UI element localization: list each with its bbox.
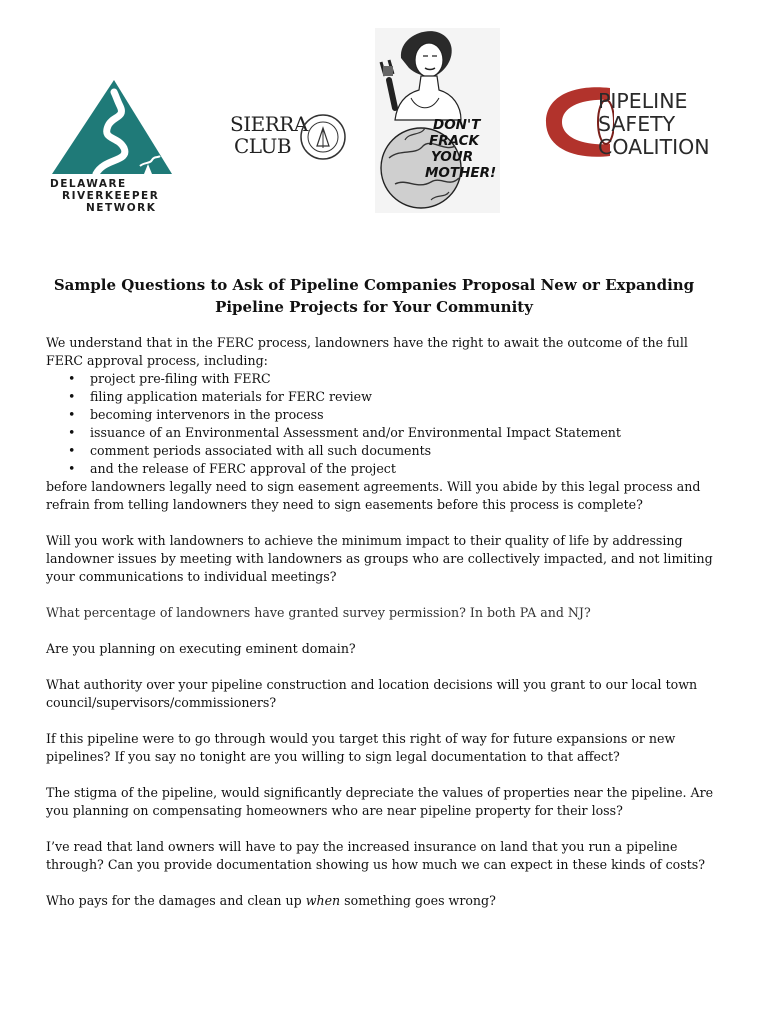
title-line2: Pipeline Projects for Your Community (215, 298, 533, 316)
frack-line2: FRACK (429, 133, 480, 149)
list-item: • and the release of FERC approval of the project (46, 460, 726, 478)
question-property-values: The stigma of the pipeline, would significantly depreciate the values of properties near the pipeline. Are you planning on compensating homeowners who are near pipeline property for their loss? (46, 785, 714, 818)
drn-line1: DELAWARE (50, 178, 127, 190)
list-item: • becoming intervenors in the process (46, 406, 726, 424)
document-body (46, 334, 726, 928)
question-damages-before: Who pays for the damages and clean up (46, 893, 306, 908)
river-triangle-icon (44, 78, 184, 183)
frack-line1: DON'T (433, 117, 481, 133)
sierra-seal-icon (298, 108, 348, 166)
question-group-meetings: Will you work with landowners to achieve the minimum impact to their quality of life by addressing landowner issues by meeting with landowners as groups who are collectively impacted, and not limiting your communications to individual meetings? (46, 533, 713, 584)
frack-line4: MOTHER! (425, 165, 497, 181)
dont-frack-your-mother-logo (375, 28, 500, 213)
question-survey-permission: What percentage of landowners have granted survey permission? In both PA and NJ? (46, 605, 591, 620)
question-future-expansion: If this pipeline were to go through would you target this right of way for future expansions or new pipelines? If you say no tonight are you willing to sign legal documentation to that affect? (46, 731, 676, 764)
list-item: • comment periods associated with all such documents (46, 442, 726, 460)
question-damages (46, 892, 726, 910)
club-word: CLUB (234, 134, 292, 158)
approval-steps-list (46, 370, 726, 478)
question-insurance: I’ve read that land owners will have to pay the increased insurance on land that you run a pipeline through? Can you provide documentation showing us how much we can expect in these kinds of costs? (46, 839, 705, 872)
question-damages-after: something goes wrong? (340, 893, 496, 908)
pipeline-safety-coalition-logo (544, 82, 734, 162)
intro-tail: before landowners legally need to sign easement agreements. Will you abide by this legal process and refrain from telling landowners they need to sign easements before this process is complete? (46, 479, 701, 512)
drn-line2: RIVERKEEPER (62, 190, 160, 202)
list-item: • issuance of an Environmental Assessment and/or Environmental Impact Statement (46, 424, 726, 442)
question-local-authority: What authority over your pipeline construction and location decisions will you grant to our local town council/supervisors/commissioners? (46, 677, 698, 710)
frack-line3: YOUR (431, 149, 474, 165)
intro-lead: We understand that in the FERC process, landowners have the right to await the outcome of the full FERC approval process, including: (46, 335, 688, 368)
list-item: • filing application materials for FERC review (46, 388, 726, 406)
psc-word3: COALITION (598, 135, 710, 159)
question-damages-emphasis: when (305, 893, 341, 908)
list-item: • project pre-filing with FERC (46, 370, 726, 388)
psc-word1: PIPELINE (598, 89, 688, 113)
question-eminent-domain: Are you planning on executing eminent domain? (46, 641, 356, 656)
document-title (40, 274, 708, 318)
title-line1: Sample Questions to Ask of Pipeline Companies Proposal New or Expanding (53, 276, 695, 294)
sierra-club-logo (226, 108, 348, 168)
drn-line3: NETWORK (86, 202, 157, 214)
logo-bar (0, 0, 768, 230)
psc-word2: SAFETY (598, 112, 676, 136)
sierra-word: SIERRA (230, 112, 308, 136)
delaware-riverkeeper-logo (44, 78, 184, 218)
